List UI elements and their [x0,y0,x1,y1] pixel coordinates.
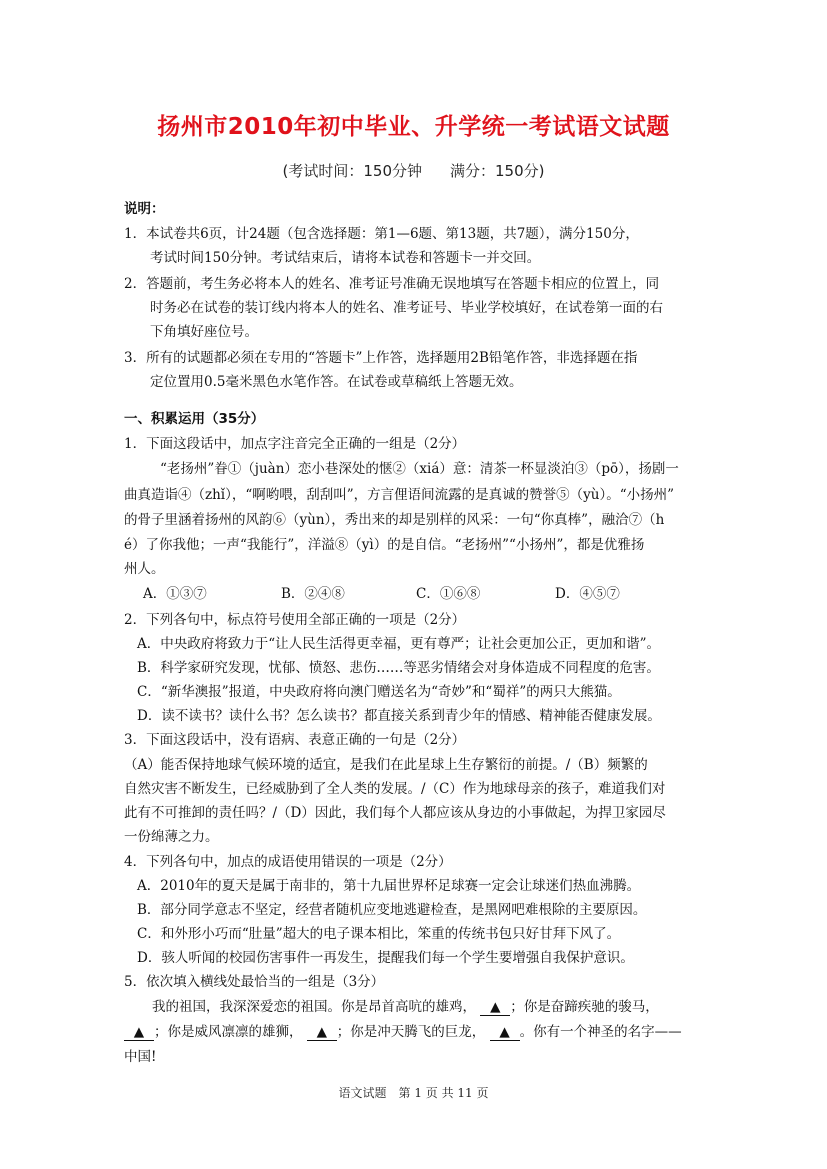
q2-option-c: C．“新华澳报”报道，中央政府将向澳门赠送名为“奇妙”和“蜀祥”的两只大熊猫。 [137,684,621,700]
note-3-line-2: 定位置用0.5毫米黑色水笔作答。在试卷或草稿纸上答题无效。 [150,374,523,390]
q5-line-1 [152,995,659,1016]
q5-line-3: 中国! [124,1049,157,1065]
q5-text-5: 。你有一个神圣的名字—— [519,1024,682,1040]
q5-text-1: 我的祖国，我深深爱恋的祖国。你是昂首高吭的雄鸡， [152,999,476,1015]
note-3-line-1: 3．所有的试题都必须在专用的“答题卡”上作答，选择题用2B铅笔作答，非选择题在指 [124,350,638,366]
q2-option-b: B．科学家研究发现，忧郁、愤怒、悲伤……等恶劣情绪会对身体造成不同程度的危害。 [137,660,660,676]
q1-option-a: A．①③⑦ [143,586,207,602]
q5-line-2 [124,1020,682,1041]
note-1-line-2: 考试时间150分钟。考试结束后，请将本试卷和答题卡一并交回。 [150,250,541,266]
exam-time: (考试时间：150分钟 [282,162,422,180]
q4-option-c: C．和外形小巧而“肚量”超大的电子课本相比，笨重的传统书包只好甘拜下风了。 [137,926,621,942]
q1-option-b: B．②④⑧ [281,586,345,602]
page-footer: 语文试题 第 1 页 共 11 页 [338,1086,489,1100]
q5-text-3: ；你是威风凛凛的雄狮， [154,1024,303,1040]
answer-blank-1[interactable]: ▲ [480,999,510,1016]
q2-option-a: A．中央政府将致力于“让人民生活得更幸福，更有尊严；让社会更加公正，更加和谐”。 [137,636,661,652]
section-heading: 一、积累运用（35分） [124,411,265,427]
q2-stem: 2．下列各句中，标点符号使用全部正确的一项是（2分） [124,612,466,628]
q3-passage-line-3: 此有不可推卸的责任吗？/（D）因此，我们每个人都应该从身边的小事做起，为捍卫家园尽 [124,805,666,821]
q1-option-d: D．④⑤⑦ [555,586,620,602]
q3-passage-line-4: 一份绵薄之力。 [124,829,219,845]
q2-option-d: D．读不读书？读什么书？怎么读书？都直接关系到青少年的情感、精神能否健康发展。 [137,708,661,724]
q4-option-d: D．骇人听闻的校园伤害事件一再发生，提醒我们每一个学生要增强自我保护意识。 [137,950,634,966]
q1-stem: 1．下面这段话中，加点字注音完全正确的一组是（2分） [124,436,466,452]
answer-blank-4[interactable]: ▲ [490,1024,520,1041]
note-1-line-1: 1．本试卷共6页，计24题（包含选择题：第1—6题、第13题，共7题），满分150分， [124,226,639,242]
answer-blank-2[interactable]: ▲ [124,1024,154,1041]
notes-heading: 说明： [124,201,165,217]
note-2-line-3: 下角填好座位号。 [150,324,258,340]
q1-passage-line-2: 曲真造诣④（zhǐ），“啊哟喂，刮刮叫”，方言俚语间流露的是真诚的赞誉⑤（yù）。“小扬州” [124,487,675,503]
exam-score: 满分：150分) [450,162,545,180]
exam-info [0,160,827,181]
q4-stem: 4．下列各句中，加点的成语使用错误的一项是（2分） [124,854,452,870]
page-title: 扬州市2010年初中毕业、升学统一考试语文试题 [157,114,670,140]
q3-stem: 3．下面这段话中，没有语病、表意正确的一句是（2分） [124,732,466,748]
q1-passage-line-4: é）了你我他；一声“我能行”，洋溢⑧（yì）的是自信。“老扬州”“小扬州”，都是优雅扬 [124,537,645,553]
answer-blank-3[interactable]: ▲ [307,1024,337,1041]
q5-stem: 5．依次填入横线处最恰当的一组是（3分） [124,974,385,990]
q4-option-b: B．部分同学意志不坚定，经营者随机应变地逃避检查，是黑网吧难根除的主要原因。 [137,902,647,918]
q1-passage-line-3: 的骨子里涵着扬州的风韵⑥（yùn），秀出来的却是别样的风采：一句“你真棒”，融洽⑦（h [124,512,665,528]
q1-passage-line-1: “老扬州”眷①（juàn）恋小巷深处的惬②（xiá）意：清茶一杯显淡泊③（pō），扬剧一 [160,461,679,477]
q1-option-c: C．①⑥⑧ [416,586,481,602]
q1-passage-line-5: 州人。 [124,561,165,577]
note-2-line-2: 时务必在试卷的装订线内将本人的姓名、准考证号、毕业学校填好，在试卷第一面的右 [150,300,663,316]
q5-text-4: ；你是冲天腾飞的巨龙， [336,1024,486,1040]
q5-text-2: ；你是奋蹄疾驰的骏马， [510,999,659,1015]
q3-passage-line-2: 自然灾害不断发生，已经威胁到了全人类的发展。/（C）作为地球母亲的孩子，难道我们对 [124,781,666,797]
q4-option-a: A．2010年的夏天是属于南非的，第十九届世界杯足球赛一定会让球迷们热血沸腾。 [137,878,641,894]
q3-passage-line-1: （A）能否保持地球气候环境的适宜，是我们在此星球上生存繁衍的前提。/（B）频繁的 [124,757,648,773]
note-2-line-1: 2．答题前，考生务必将本人的姓名、准考证号准确无误地填写在答题卡相应的位置上，同 [124,276,660,292]
